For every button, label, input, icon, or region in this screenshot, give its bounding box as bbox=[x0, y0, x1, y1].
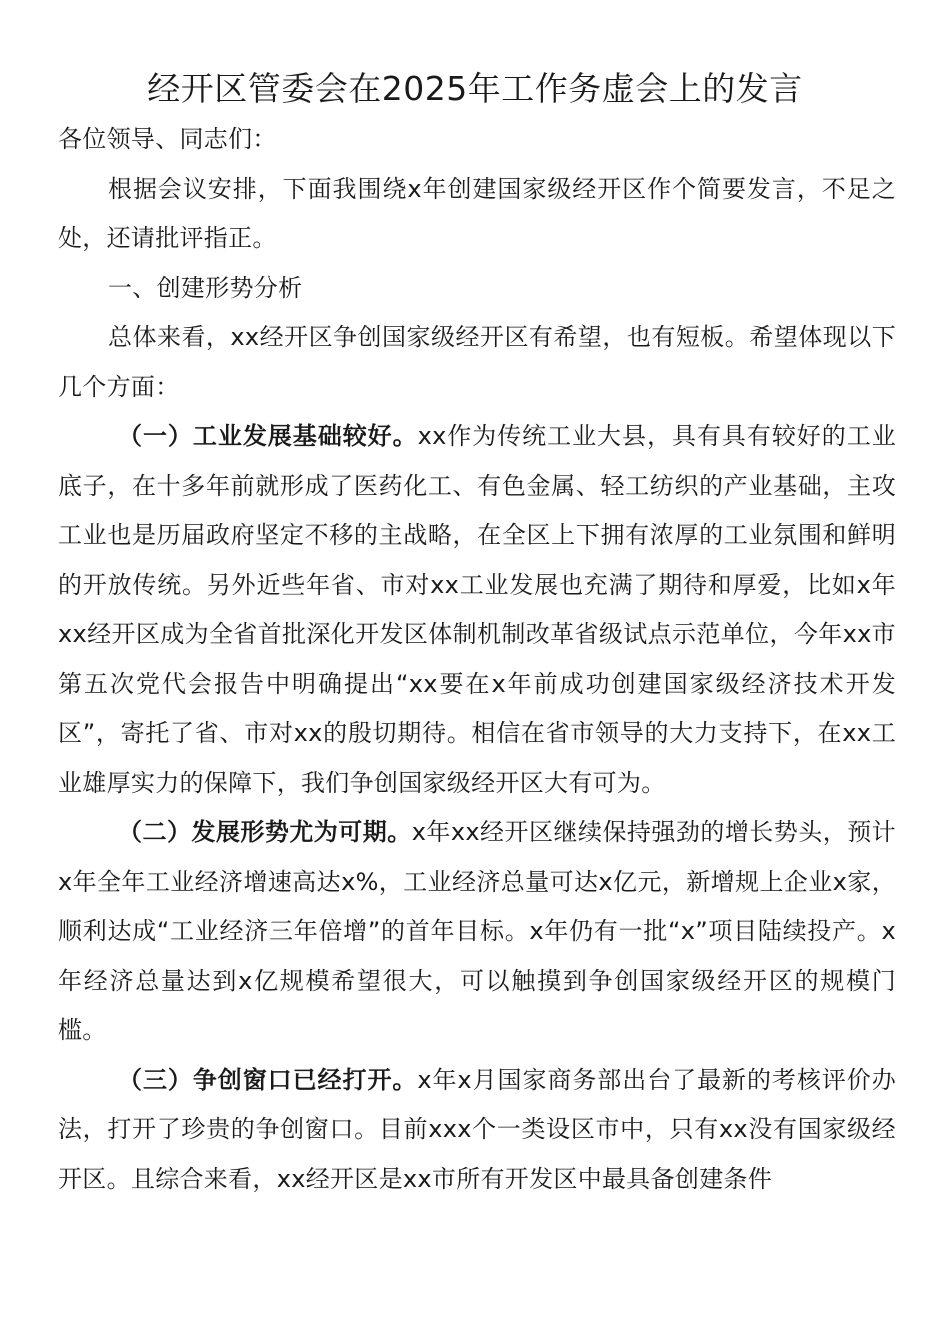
point-paragraph-1 bbox=[58, 412, 896, 808]
point-lead-1: （一）工业发展基础较好。 bbox=[118, 422, 418, 450]
document-body bbox=[58, 115, 896, 1204]
document-title: 经开区管委会在2025年工作务虚会上的发言 bbox=[147, 69, 803, 108]
point-text-1: xx作为传统工业大县，具有具有较好的工业底子，在十多年前就形成了医药化工、有色金属、轻工纺织的产业基础，主攻工业也是历届政府坚定不移的主战略，在全区上下拥有浓厚的工业氛围和鲜明的开放传统。另外近些年省、市对xx工业发展也充满了期待和厚爱，比如x年xx经开区成为全省首批深化开发区体制机制改革省级试点示范单位，今年xx市第五次党代会报告中明确提出“xx要在x年前成功创建国家级经济技术开发区”，寄托了省、市对xx的殷切期待。相信在省市领导的大力支持下，在xx工业雄厚实力的保障下，我们争创国家级经开区大有可为。 bbox=[58, 422, 896, 797]
point-paragraph-3 bbox=[58, 1056, 896, 1205]
point-paragraph-2 bbox=[58, 808, 896, 1056]
overview-paragraph: 总体来看，xx经开区争创国家级经开区有希望，也有短板。希望体现以下几个方面： bbox=[58, 323, 896, 401]
intro-paragraph: 根据会议安排，下面我围绕x年创建国家级经开区作个简要发言，不足之处，还请批评指正。 bbox=[58, 174, 896, 252]
point-lead-3: （三）争创窗口已经打开。 bbox=[118, 1065, 418, 1094]
point-text-3: x年x月国家商务部出台了最新的考核评价办法，打开了珍贵的争创窗口。目前xxx个一类设区市中，只有xx没有国家级经开区。且综合来看，xx经开区是xx市所有开发区中最具备创建条件 bbox=[58, 1065, 896, 1193]
point-text-2: x年xx经开区继续保持强劲的增长势头，预计x年全年工业经济增速高达x%，工业经济总量可达x亿元，新增规上企业x家，顺利达成“工业经济三年倍增”的首年目标。x年仍有一批“x”项目陆续投产。x年经济总量达到x亿规模希望很大，可以触摸到争创国家级经开区的规模门槛。 bbox=[58, 818, 896, 1044]
section-heading: 一、创建形势分析 bbox=[108, 273, 303, 302]
point-lead-2: （二）发展形势尤为可期。 bbox=[118, 818, 412, 846]
salutation: 各位领导、同志们： bbox=[58, 125, 277, 153]
